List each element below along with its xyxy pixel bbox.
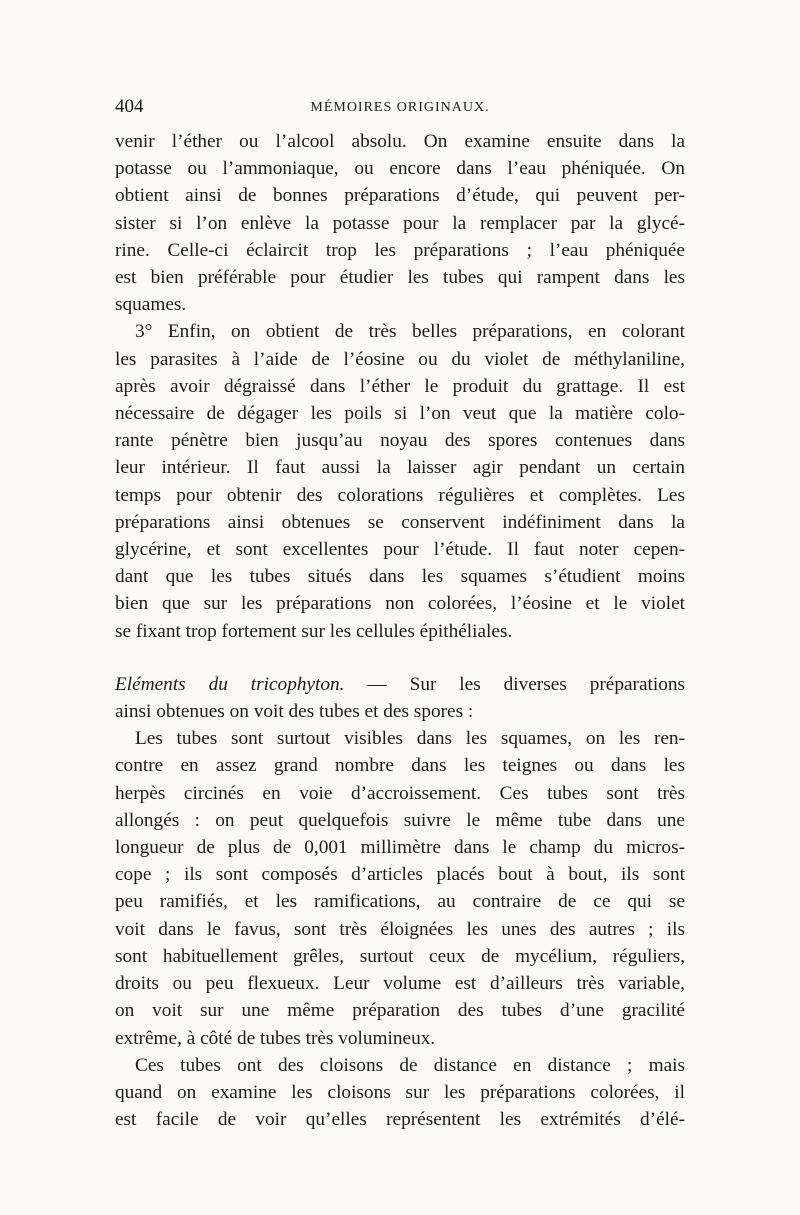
page	[115, 96, 685, 1133]
text-line: rante pénètre bien jusqu’au noyau des spores contenues dans	[115, 430, 685, 452]
text-line: 3° Enfin, on obtient de très belles préparations, en colorant	[135, 321, 685, 343]
text-line: est facile de voir qu’elles représentent les extrémités d’élé-	[115, 1109, 685, 1131]
running-title: MÉMOIRES ORIGINAUX.	[310, 100, 490, 115]
text-line: cope ; ils sont composés d’articles placés bout à bout, ils sont	[115, 864, 685, 886]
text-line: droits ou peu flexueux. Leur volume est d’ailleurs très variable,	[115, 973, 685, 995]
text-line: sister si l’on enlève la potasse pour la remplacer par la glycé-	[115, 212, 685, 234]
text-line: Les tubes sont surtout visibles dans les squames, on les ren-	[135, 728, 685, 750]
page-header	[115, 96, 685, 128]
text-line: venir l’éther ou l’alcool absolu. On examine ensuite dans la	[115, 131, 685, 152]
text-line: extrême, à côté de tubes très volumineux.	[115, 1027, 436, 1049]
text-line: leur intérieur. Il faut aussi la laisser agir pendant un certain	[115, 457, 685, 479]
text-line: voit dans le favus, sont très éloignées les unes des autres ; ils	[115, 918, 685, 940]
text-line: les parasites à l’aide de l’éosine ou du violet de méthylaniline,	[115, 348, 685, 370]
text-line: après avoir dégraissé dans l’éther le produit du grattage. Il est	[115, 375, 685, 397]
section-heading: Eléments du tricophyton.	[115, 673, 345, 695]
page-number: 404	[115, 96, 144, 117]
paragraph	[115, 128, 685, 318]
text-line: ainsi obtenues on voit des tubes et des spores :	[115, 701, 474, 723]
text-line: bien que sur les préparations non colorées, l’éosine et le violet	[115, 593, 685, 615]
section-gap	[115, 645, 685, 671]
text-line: est bien préférable pour étudier les tubes qui rampent dans les	[115, 267, 685, 289]
paragraph	[115, 318, 685, 644]
text-line: temps pour obtenir des colorations régulières et complètes. Les	[115, 484, 685, 506]
text-span: — Sur les diverses préparations	[344, 673, 685, 695]
text-line: sont habituellement grêles, surtout ceux de mycélium, réguliers,	[115, 945, 685, 967]
text-line: contre en assez grand nombre dans les teignes ou dans les	[115, 755, 685, 777]
text-line: peu ramifiés, et les ramifications, au contraire de ce qui se	[115, 891, 685, 913]
paragraph	[115, 671, 685, 725]
text-line: quand on examine les cloisons sur les préparations colorées, il	[115, 1081, 685, 1103]
text-line: se fixant trop fortement sur les cellules épithéliales.	[115, 620, 513, 642]
text-line: glycérine, et sont excellentes pour l’étude. Il faut noter cepen-	[115, 539, 685, 561]
text-line: allongés : on peut quelquefois suivre le même tube dans une	[115, 809, 685, 831]
text-line: rine. Celle-ci éclaircit trop les préparations ; l’eau phéniquée	[115, 239, 685, 261]
text-line: nécessaire de dégager les poils si l’on veut que la matière colo-	[115, 403, 685, 425]
text-line: herpès circinés en voie d’accroissement. Ces tubes sont très	[115, 782, 685, 804]
text-line: on voit sur une même préparation des tubes d’une gracilité	[115, 1000, 685, 1022]
text-line: dant que les tubes situés dans les squames s’étudient moins	[115, 566, 685, 588]
text-line: longueur de plus de 0,001 millimètre dans le champ du micros-	[115, 837, 685, 859]
text-line: Ces tubes ont des cloisons de distance en distance ; mais	[135, 1054, 685, 1076]
text-line	[115, 671, 685, 698]
text-line: potasse ou l’ammoniaque, ou encore dans l’eau phéniquée. On	[115, 158, 685, 180]
paragraph	[115, 1052, 685, 1134]
text-line: préparations ainsi obtenues se conservent indéfiniment dans la	[115, 511, 685, 533]
text-line: obtient ainsi de bonnes préparations d’étude, qui peuvent per-	[115, 185, 685, 207]
text-line: squames.	[115, 294, 187, 316]
paragraph	[115, 725, 685, 1051]
